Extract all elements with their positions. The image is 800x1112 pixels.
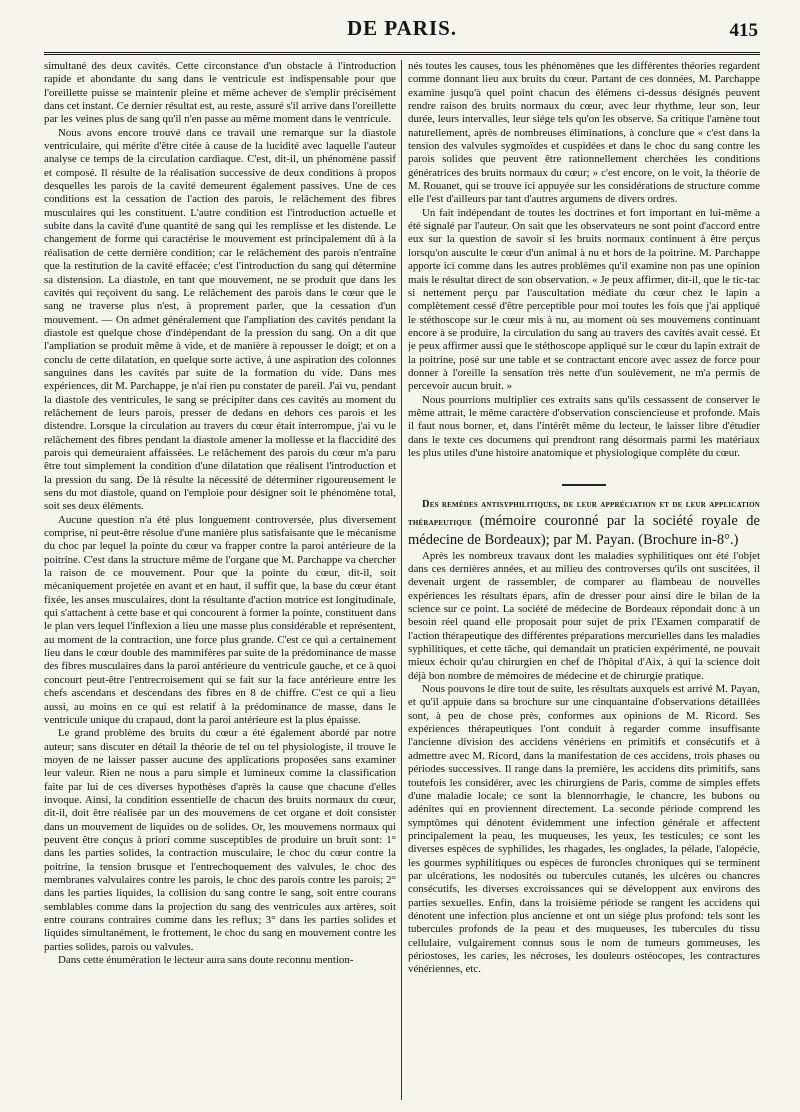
left-paragraph: simultané des deux cavités. Cette circonstance d'un obstacle à l'introduction rapide et abondante du sang dans le ventricule est indispensable pour que l'oreillette puisse se maintenir pleine et même achever de s'emplir précisément dans cet instant. Ce dernier résultat est, au reste, assuré s'il arrive dans l'oreillette par les veines plus de sang qu'il n'en passe au même moment dans le ventricule. <box>44 60 396 126</box>
running-head-title: DE PARIS. <box>346 16 458 40</box>
left-paragraph: Nous avons encore trouvé dans ce travail une remarque sur la diastole ventriculaire, qui mérite d'être citée à cause de la lucidité avec laquelle l'auteur analyse ce temps de la circulation cardiaque. C'est, dit-il, un phénomène passif et composé. Il résulte de la réalisation successive de deux conditions à propos desquelles les parois de la cavité demeurent également passives. Une de ces conditions est la cessation de l'action des parois, le relâchement des fibres musculaires qui les constituent. L'autre condition est l'introduction actuelle et subite dans la cavité d'une quantité de sang qui les remplisse et les distende. Le changement de forme qui caractérise le mouvement est principalement dû à la réalisation de cette dernière condition; car le relâchement des parois n'entraîne que la restitution de la cavité effacée; c'est l'introduction du sang qui détermine sa distension. La diastole, en tant que mouvement, ne se produit que dans les cavités qui reçoivent du sang. Le relâchement des parois dans le cœur que le sang ne traverse plus n'est, à proprement parler, que la cessation d'un mouvement. — On admet généralement que l'ampliation des cavités pendant la diastole est quelque chose d'indépendant de la pression du sang. On a dit que l'ampliation se produit même à vide, et de manière à repousser le doigt; et on a conclu de cette dilatation, en quelque sorte active, à une aspiration des colonnes sanguines dans les cavités par suite de la formation du vide. Dans mes expériences, dit M. Parchappe, je n'ai rien pu constater de pareil. J'ai vu, pendant la diastole des ventricules, le sang se précipiter dans ces cavités au moment du relâchement de leurs parois, presser de dedans en dehors ces parois et les distendre. Lorsque la circulation au travers du cœur était interrompue, j'ai vu le relâchement des fibres pendant la diastole amener la mollesse et la flaccidité des parois qui demeuraient affaissées. Le relâchement des parois du cœur m'a paru être tout simplement la condition d'une dilatation que réalisent l'introduction et la pression du sang. De là résulte la nécessité de déterminer rigoureusement le sens du mot diastole, quand on l'emploie pour désigner soit le phénomène total, soit ses deux éléments. <box>44 126 396 513</box>
article-heading <box>408 498 760 549</box>
section-separator <box>562 484 606 486</box>
right-paragraph: Après les nombreux travaux dont les maladies syphilitiques ont été l'objet dans ces dernières années, et au milieu des controverses qu'ils ont suscitées, il devenait urgent de rassembler, de comparer au flambeau de nouvelles expériences les résultats épars, afin de dresser pour ainsi dire le bilan de la science sur ce point. La société de médecine de Bordeaux répondait donc à un besoin réel quand elle proposait pour sujet de prix l'Examen comparatif de l'action thérapeutique des différentes préparations mercurielles dans les maladies syphilitiques, et cette tâche, qui demandait un praticien expérimenté, ne pouvait mieux échoir qu'au chirurgien en chef de l'hôpital d'Aix, à qui la science doit déjà bon nombre de mémoires de médecine et de chirurgie pratique. <box>408 549 760 682</box>
right-column <box>408 60 760 1100</box>
right-paragraph: Un fait indépendant de toutes les doctrines et fort important en lui-même a été signalé par l'auteur. On sait que les observateurs ne sont point d'accord entre eux sur la question de savoir si les bruits normaux continuent à être perçus lorsqu'on ausculte le cœur d'un animal à nu et hors de la poitrine. M. Parchappe apporte ici comme dans les autres problèmes qu'il examine non pas une opinion mais le résultat direct de son observation. « Je peux affirmer, dit-il, que le tic-tac si nettement perçu par l'auscultation médiate du cœur chez le lapin a complètement cessé d'être perceptible pour moi toutes les fois que j'ai appliqué le stéthoscope sur le cœur mis à nu, au moment où ses mouvemens continuant encore à se produire, la circulation du sang au travers des cavités avait cessé. Et je peux affirmer aussi que le stéthoscope appliqué sur le cœur du lapin extrait de la poitrine, posé sur une table et se contractant encore avec assez de force pour donner à l'oreille la sensation très nette d'un soulèvement, ne m'a permis de percevoir aucun bruit. » <box>408 206 760 393</box>
article-heading-caps: Des remèdes antisyphilitiques, de leur appréciation et de leur application thérapeutique <box>408 499 760 528</box>
right-paragraph: nés toutes les causes, tous les phénomènes que les différentes théories regardent comme donnant lieu aux bruits du cœur. Partant de ces données, M. Parchappe examine jusqu'à quel point chacun des élémens ci-dessus désignés peuvent rendre raison des bruits normaux du cœur, avec leur rhythme, leur son, leur durée, leurs intervalles, leur siége tels qu'on les observe. Sa critique l'amène tout naturellement, après de nombreuses éliminations, à conclure que « c'est dans la tension des valvules sygmoïdes et cuspidées et dans le choc du sang contre les parois solides que peuvent être rationnellement cherchées les conditions génératrices des bruits normaux du cœur; » c'est encore, on le voit, la théorie de M. Rouanet, qui se trouve ici appuyée sur les considérations de structure comme elle l'est d'ailleurs par tant d'autres argumens de divers ordres. <box>408 60 760 206</box>
left-paragraph: Dans cette énumération le lecteur aura sans doute reconnu mention- <box>58 954 354 967</box>
page-header <box>44 10 760 55</box>
article-heading-rest: (mémoire couronné par la société royale de médecine de Bordeaux); par M. Payan. (Brochure in-8°.) <box>408 512 760 548</box>
left-paragraph: Aucune question n'a été plus longuement controversée, plus diversement comprise, ni peut-être résolue d'une manière plus satisfaisante que le mécanisme du choc par lequel la pointe du cœur va frapper contre la paroi antérieure de la poitrine. C'est dans la structure même de l'organe que M. Parchappe va chercher la raison de ce mouvement. Pour que la pointe du cœur, dit-il, soit mécaniquement projetée en avant et en haut, il suffit que, la base du cœur étant fixée, les anses musculaires, dont la résultante d'action motrice est longitudinale, qui s'attachent à cette base et qui concourent à former la pointe, constituent dans le plan vers lequel l'inflexion a lieu une masse plus considérable et représentent, au moment de la contraction, une force plus grande. C'est ce qui a certainement lieu dans le cœur double des mammifères par suite de la prédominance de masse des fibres musculaires dans la paroi antérieure du ventricule gauche, et ce à quoi concourt peut-être l'entrecroisement qui se fait sur la face antérieure entre les chefs ascendans et descendans des fibres en 8 de chiffre. C'est ce qui a lieu aussi, au moins en ce qui est relatif à la prédominance de masse, dans le ventricule unique du crapaud, dont la paroi antérieure est la plus épaisse. <box>44 513 396 726</box>
right-paragraph: Nous pourrions multiplier ces extraits sans qu'ils cessassent de conserver le même attrait, le même caractère d'observation consciencieuse et profonde. Mais il faut nous borner, et, dans l'intérêt même du lecteur, le laisser libre d'étudier dans le texte ces documens qui prendront rang désormais parmi les matériaux les plus utiles d'une histoire anatomique et physiologique complète du cœur. <box>408 393 760 459</box>
left-paragraph: Le grand problème des bruits du cœur a été également abordé par notre auteur; sans discuter en détail la théorie de tel ou tel physiologiste, il trouve le moyen de ne laisser passer aucune des applications proposées sans examiner leur valeur. Rien ne nous a paru simple et lumineux comme la classification faite par lui de ces diverses hypothèses d'après la cause que chacune d'elles invoque. Ainsi, la condition essentielle de chacun des bruits normaux du cœur, dit-il, doit être réalisée par un des mouvemens de cet organe et doit consister dans un mouvement de liquides ou de solides. Or, les mouvemens normaux qui peuvent être conçus à priori comme susceptibles de produire un bruit sont: 1° dans les parties solides, la contraction musculaire, le choc du cœur contre la poitrine, la tension brusque et l'entrechoquement des valvules, le choc des membranes valvulaires contre les parois, le choc des parois contre les parois; 2° dans les parties liquides, la collision du sang contre le sang, soit entre courans semblables comme dans la projection du sang des ventricules aux artères, soit entre courans contraires comme dans les reflux; 3° dans les parties solides et liquides simultanément, le frottement, le choc du sang en mouvement contre les parties solides, parois ou valvules. <box>44 727 396 953</box>
left-column <box>44 60 396 1100</box>
page-number: 415 <box>729 20 758 41</box>
right-paragraph: Nous pouvons le dire tout de suite, les résultats auxquels est arrivé M. Payan, et qu'il appuie dans sa brochure sur une cinquantaine d'observations détaillées sont, à peu de chose près, conformes aux opinions de M. Ricord. Ses expériences thérapeutiques l'ont conduit à regarder comme insuffisante l'ancienne division des accidens vénériens en primitifs et consécutifs et à admettre avec M. Ricord, dans la manifestation de ces accidens, trois phases ou périodes successives. Il range dans la première, les accidens dits primitifs, sans toutefois les considérer, avec les chirurgiens de Paris, comme de simples effets d'une maladie locale; ce sont la blennorrhagie, le chancre, les bubons ou adénites qui en proviennent directement. La seconde période comprend les symptômes qui dénotent évidemment une infection générale et affectent principalement la peau, les muqueuses, les yeux, les testicules; ce sont les diverses espèces de syphilides, les rhagades, les onglades, la pélade, l'alopécie, les gourmes syphilitiques ou espèces de furoncles chroniques qui se terminent par ulcérations, les nodosités ou tubercules cutanés, les ulcères ou chancres consécutifs, les diverses excroissances qui se développent aux environs des parties sexuelles. Enfin, dans la troisième période se rangent les accidens qui dénotent une infection plus ancienne et ont un siége plus profond: tels sont les tubercules profonds de la peau et des muqueuses, les tubercules du tissu cellulaire, vulgairement connus sous le nom de tumeurs gommeuses, les périostoses, les caries, les nécroses, les douleurs ostéocopes, les contractures vénériennes, etc. <box>408 683 760 976</box>
column-divider <box>401 60 402 1100</box>
